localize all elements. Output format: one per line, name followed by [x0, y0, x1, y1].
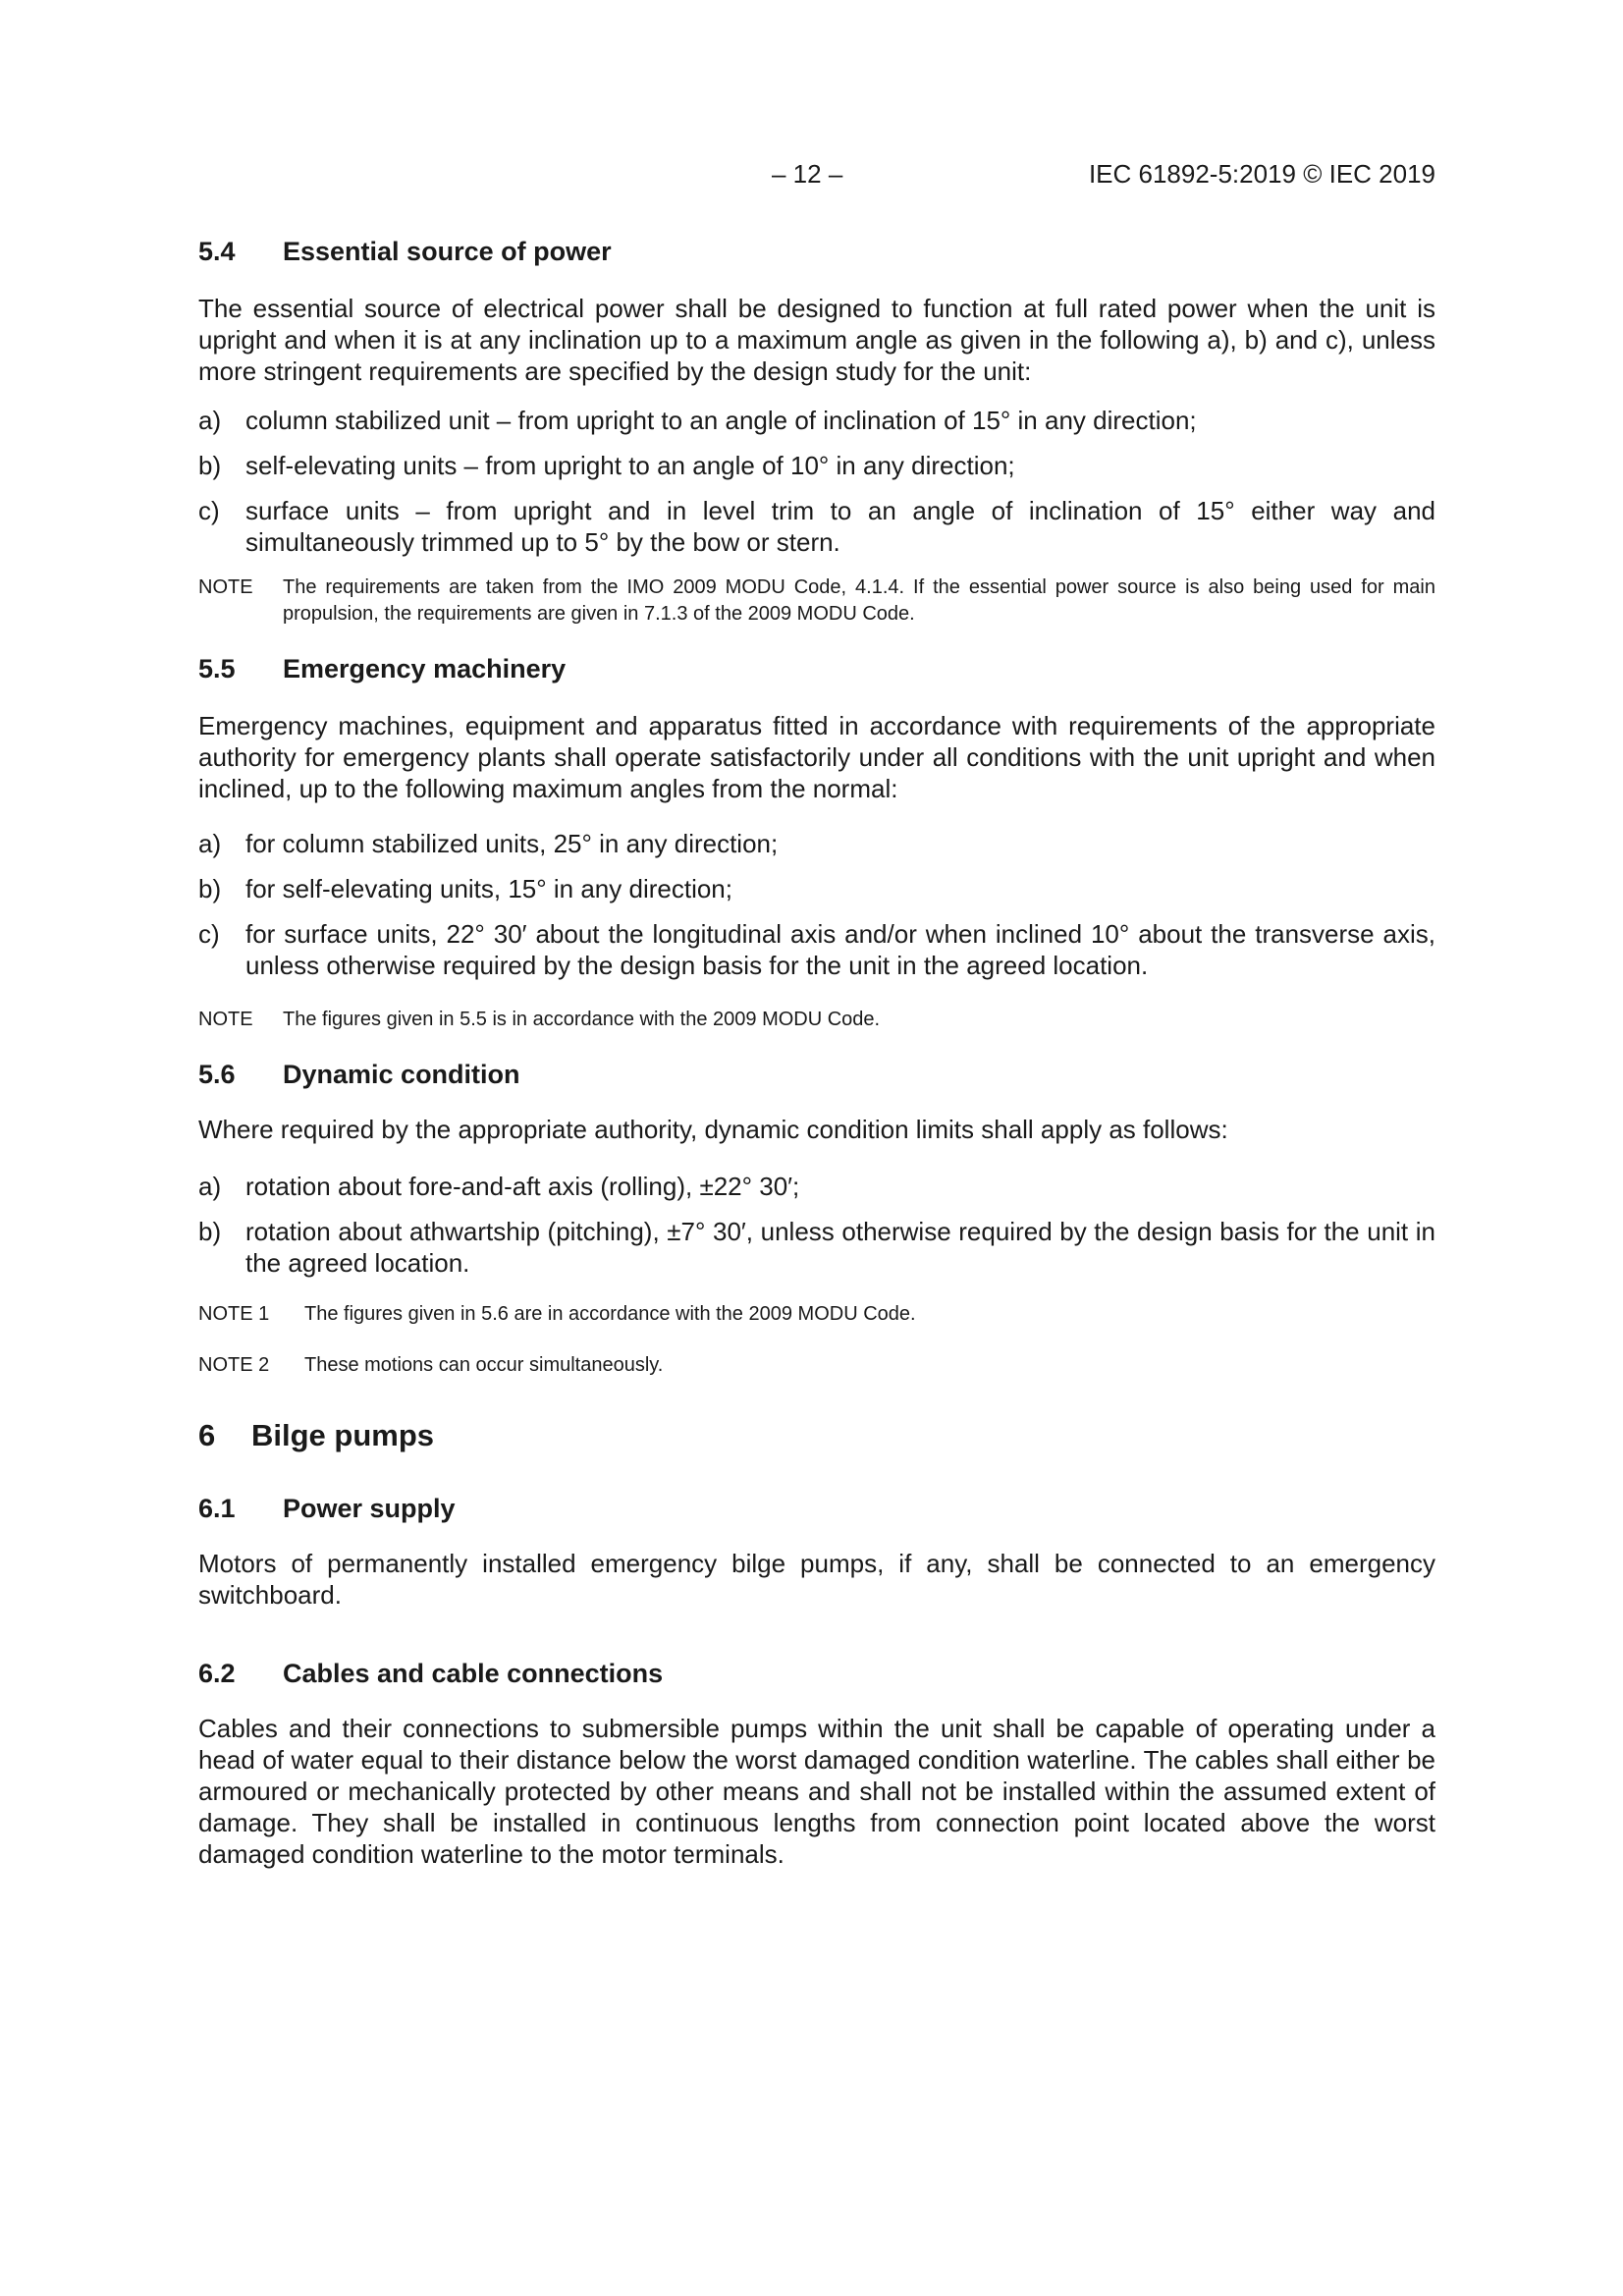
- note-text: These motions can occur simultaneously.: [304, 1354, 664, 1376]
- note-label: NOTE 1: [198, 1303, 270, 1325]
- list-marker: c): [198, 496, 220, 525]
- list-item-text: surface units – from upright and in level trim to an angle of inclination of 15° either way and simultaneously trimmed up to 5° by the bow or stern.: [245, 496, 1435, 557]
- list-item-text: for column stabilized units, 25° in any direction;: [245, 829, 779, 858]
- clause-title: Power supply: [283, 1494, 456, 1523]
- list-item: [198, 1171, 1435, 1202]
- note: [198, 574, 1435, 628]
- paragraph: Emergency machines, equipment and apparatus fitted in accordance with requirements of the appropriate authority for emergency plants shall operate satisfactorily under all conditions with the unit upright and when inclined, up to the following maximum angles from the normal:: [198, 711, 1435, 803]
- clause-number: 5.6: [198, 1060, 236, 1089]
- page-number: – 12 –: [772, 159, 843, 189]
- document-body: [198, 234, 1435, 1870]
- clause-number: 6.1: [198, 1494, 236, 1523]
- list-item-text: column stabilized unit – from upright to an angle of inclination of 15° in any direction;: [245, 406, 1197, 435]
- list-item-text: rotation about fore-and-aft axis (rolling), ±22° 30′;: [245, 1172, 800, 1201]
- clause-heading-5-5: [198, 651, 1435, 686]
- paragraph: Where required by the appropriate authority, dynamic condition limits shall apply as follows:: [198, 1115, 1228, 1144]
- clause-heading-5-6: [198, 1057, 1435, 1092]
- list-item-text: for self-elevating units, 15° in any direction;: [245, 874, 732, 903]
- note-label: NOTE: [198, 576, 253, 598]
- note: [198, 1352, 1435, 1379]
- clause-heading-6-1: [198, 1491, 1435, 1526]
- paragraph: Motors of permanently installed emergency bilge pumps, if any, shall be connected to an emergency switchboard.: [198, 1549, 1435, 1610]
- note-text: The figures given in 5.6 are in accordance with the 2009 MODU Code.: [304, 1303, 916, 1325]
- list-marker: c): [198, 919, 220, 949]
- list-marker: b): [198, 874, 222, 903]
- paragraph: The essential source of electrical power shall be designed to function at full rated power when the unit is upright and when it is at any inclination up to a maximum angle as given in the following a), b) and c), unless more stringent requirements are specified by the design study for the unit:: [198, 294, 1435, 386]
- note: [198, 1007, 1435, 1033]
- list-item: [198, 405, 1435, 436]
- list-item-text: for surface units, 22° 30′ about the longitudinal axis and/or when inclined 10° about the transverse axis, unless otherwise required by the design basis for the unit in the agreed location.: [245, 919, 1435, 980]
- list-marker: b): [198, 1217, 222, 1246]
- list-item-text: self-elevating units – from upright to an angle of 10° in any direction;: [245, 451, 1015, 480]
- list-item: [198, 828, 1435, 859]
- list-5-5: [198, 828, 1435, 981]
- note-text: The requirements are taken from the IMO 2009 MODU Code, 4.1.4. If the essential power source is also being used for main propulsion, the requirements are given in 7.1.3 of the 2009 MODU Code.: [283, 576, 1435, 625]
- clause-title: Emergency machinery: [283, 654, 567, 683]
- clause-number: 5.4: [198, 237, 236, 266]
- list-marker: a): [198, 1172, 222, 1201]
- clause-number: 5.5: [198, 654, 236, 683]
- clause-title: Essential source of power: [283, 237, 612, 266]
- clause-heading-6-2: [198, 1656, 1435, 1691]
- section-title: Bilge pumps: [251, 1418, 435, 1452]
- list-marker: b): [198, 451, 222, 480]
- note-label: NOTE 2: [198, 1354, 270, 1376]
- list-item: [198, 1216, 1435, 1279]
- clause-number: 6.2: [198, 1659, 236, 1688]
- list-item: [198, 873, 1435, 904]
- page-header: [0, 159, 1623, 194]
- list-5-6: [198, 1171, 1435, 1279]
- clause-title: Cables and cable connections: [283, 1659, 664, 1688]
- document-identifier: IEC 61892-5:2019 © IEC 2019: [1088, 159, 1435, 189]
- list-marker: a): [198, 829, 222, 858]
- list-item-text: rotation about athwartship (pitching), ±7° 30′, unless otherwise required by the design basis for the unit in the agreed location.: [245, 1217, 1435, 1278]
- clause-title: Dynamic condition: [283, 1060, 520, 1089]
- clause-heading-5-4: [198, 234, 1435, 269]
- note-text: The figures given in 5.5 is in accordance with the 2009 MODU Code.: [283, 1009, 881, 1030]
- paragraph: Cables and their connections to submersible pumps within the unit shall be capable of operating under a head of water equal to their distance below the worst damaged condition waterline. The cables shall either be armoured or mechanically protected by other means and shall not be installed within the assumed extent of damage. They shall be installed in continuous lengths from connection point located above the worst damaged condition waterline to the motor terminals.: [198, 1714, 1435, 1869]
- list-item: [198, 495, 1435, 558]
- list-5-4: [198, 405, 1435, 558]
- list-item: [198, 450, 1435, 481]
- note: [198, 1301, 1435, 1328]
- list-marker: a): [198, 406, 222, 435]
- list-item: [198, 918, 1435, 981]
- section-heading-6: [198, 1416, 1435, 1455]
- note-label: NOTE: [198, 1009, 253, 1030]
- section-number: 6: [198, 1418, 216, 1452]
